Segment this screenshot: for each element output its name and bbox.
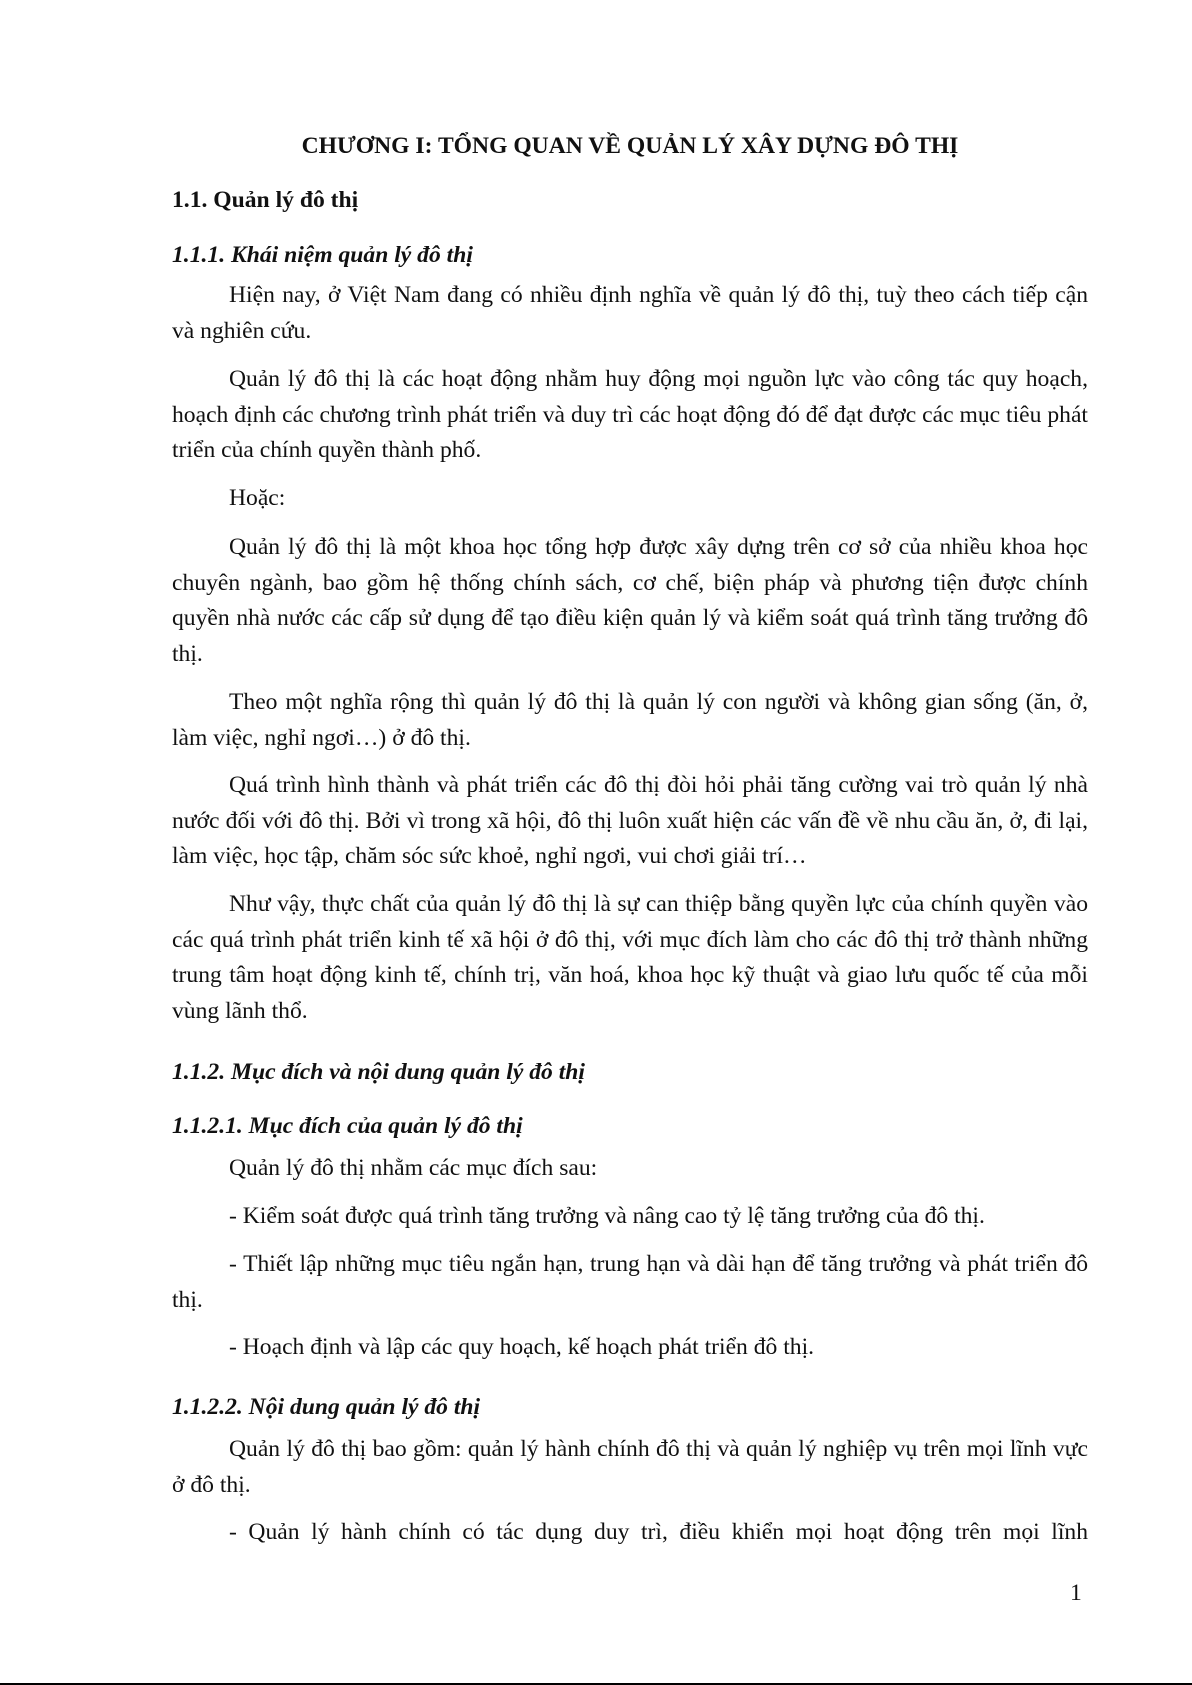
section-heading-1-1: 1.1. Quản lý đô thị	[172, 187, 359, 213]
paragraph: Quản lý đô thị là các hoạt động nhằm huy động mọi nguồn lực vào công tác quy hoạch, hoạch định các chương trình phát triển và duy trì các hoạt động đó để đạt được các mục tiêu phát triển của chính quyền thành phố.	[172, 366, 1088, 463]
page-number: 1	[1070, 1580, 1082, 1606]
paragraph: Quản lý đô thị bao gồm: quản lý hành chính đô thị và quản lý nghiệp vụ trên mọi lĩnh vực ở đô thị.	[172, 1436, 1088, 1498]
paragraph: Hoặc:	[229, 485, 286, 511]
paragraph: Quá trình hình thành và phát triển các đô thị đòi hỏi phải tăng cường vai trò quản lý nhà nước đối với đô thị. Bởi vì trong xã hội, đô thị luôn xuất hiện các vấn đề về nhu cầu ăn, ở, đi lại, làm việc, học tập, chăm sóc sức khoẻ, nghỉ ngơi, vui chơi giải trí…	[172, 772, 1088, 869]
section-heading-1-1-1: 1.1.1. Khái niệm quản lý đô thị	[172, 242, 473, 268]
paragraph: Quản lý đô thị là một khoa học tổng hợp được xây dựng trên cơ sở của nhiều khoa học chuyên ngành, bao gồm hệ thống chính sách, cơ chế, biện pháp và phương tiện được chính quyền nhà nước các cấp sử dụng để tạo điều kiện quản lý và kiểm soát quá trình tăng trưởng đô thị.	[172, 534, 1088, 667]
list-item: - Quản lý hành chính có tác dụng duy trì, điều khiển mọi hoạt động trên mọi lĩnh	[229, 1519, 1088, 1545]
section-heading-1-1-2-2: 1.1.2.2. Nội dung quản lý đô thị	[172, 1394, 481, 1420]
list-item: - Hoạch định và lập các quy hoạch, kế hoạch phát triển đô thị.	[229, 1334, 815, 1360]
paragraph: Như vậy, thực chất của quản lý đô thị là sự can thiệp bằng quyền lực của chính quyền vào các quá trình phát triển kinh tế xã hội ở đô thị, với mục đích làm cho các đô thị trở thành những trung tâm hoạt động kinh tế, chính trị, văn hoá, khoa học kỹ thuật và giao lưu quốc tế của mỗi vùng lãnh thổ.	[172, 891, 1088, 1024]
list-item: - Kiểm soát được quá trình tăng trưởng và nâng cao tỷ lệ tăng trưởng của đô thị.	[229, 1203, 985, 1229]
paragraph: Theo một nghĩa rộng thì quản lý đô thị là quản lý con người và không gian sống (ăn, ở, làm việc, nghỉ ngơi…) ở đô thị.	[172, 689, 1088, 751]
chapter-title: CHƯƠNG I: TỔNG QUAN VỀ QUẢN LÝ XÂY DỰNG ĐÔ THỊ	[301, 133, 959, 159]
section-heading-1-1-2: 1.1.2. Mục đích và nội dung quản lý đô thị	[172, 1059, 585, 1085]
paragraph: Hiện nay, ở Việt Nam đang có nhiều định nghĩa về quản lý đô thị, tuỳ theo cách tiếp cận và nghiên cứu.	[172, 282, 1088, 344]
section-heading-1-1-2-1: 1.1.2.1. Mục đích của quản lý đô thị	[172, 1113, 523, 1139]
paragraph: Quản lý đô thị nhằm các mục đích sau:	[229, 1155, 598, 1181]
list-item: - Thiết lập những mục tiêu ngắn hạn, trung hạn và dài hạn để tăng trưởng và phát triển đô thị.	[172, 1251, 1088, 1313]
